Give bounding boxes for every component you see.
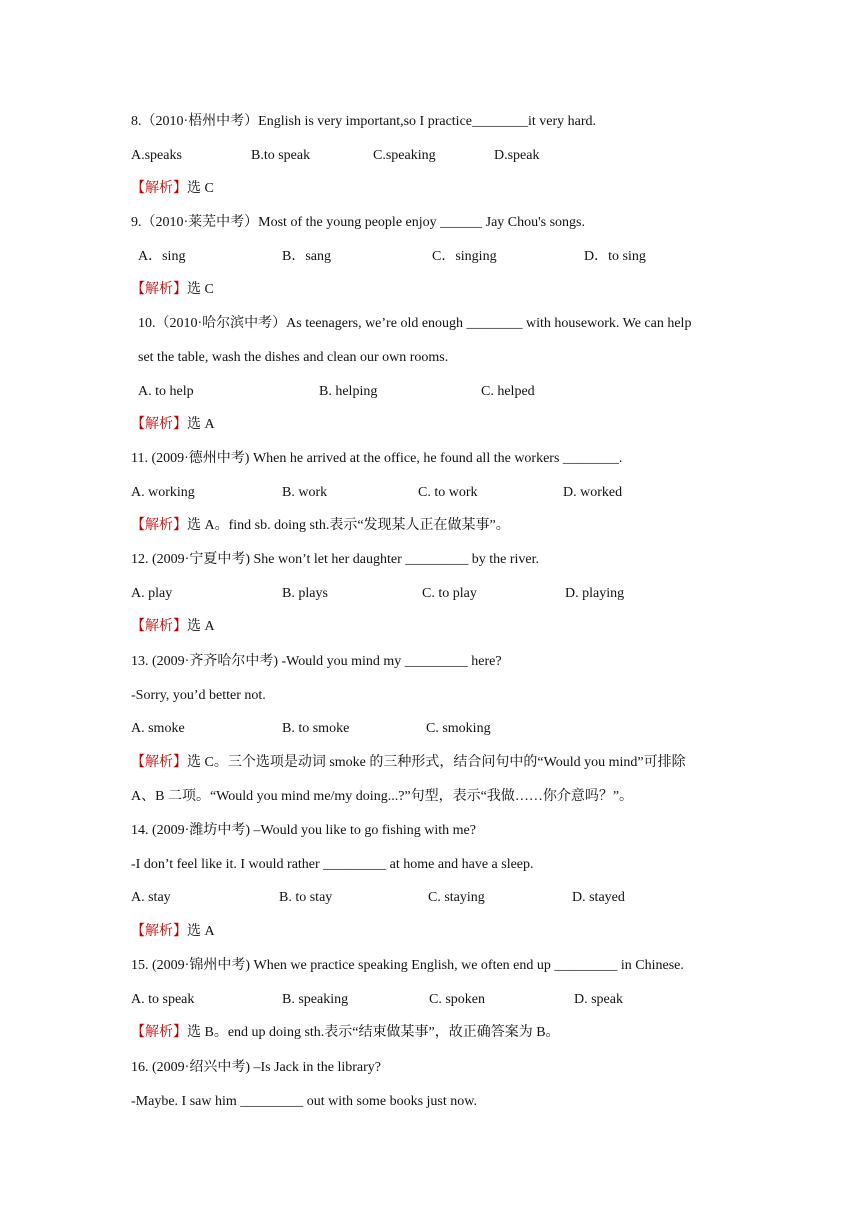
q12-analysis xyxy=(131,618,215,636)
q12-option-d: D. playing xyxy=(565,586,625,601)
analysis-tag: 【解析】 xyxy=(131,181,187,196)
q11-stem: 11. (2009·德州中考) When he arrived at the office, he found all the workers ________. xyxy=(131,451,623,466)
q13-option-a: A. smoke xyxy=(131,721,185,736)
q11-option-b: B. work xyxy=(282,485,328,500)
q10-option-b: B. helping xyxy=(319,384,378,399)
q15-analysis xyxy=(131,1024,560,1042)
q14-analysis-text: 选 A xyxy=(187,924,215,939)
q13-analysis-line1 xyxy=(131,754,686,772)
q14-option-c: C. staying xyxy=(428,890,485,905)
q8-analysis xyxy=(131,180,214,198)
q11-option-c: C. to work xyxy=(418,485,478,500)
analysis-tag: 【解析】 xyxy=(131,619,187,634)
q14-analysis xyxy=(131,923,215,941)
analysis-tag: 【解析】 xyxy=(131,282,187,297)
q8-stem: 8.（2010·梧州中考）English is very important,so I practice________it very hard. xyxy=(131,114,597,129)
q14-stem-line2: -I don’t feel like it. I would rather _________ at home and have a sleep. xyxy=(131,857,534,872)
q16-stem-line2: -Maybe. I saw him _________ out with some books just now. xyxy=(131,1094,477,1109)
q11-analysis-text: 选 A。find sb. doing sth.表示“发现某人正在做某事”。 xyxy=(187,518,510,533)
q10-analysis-text: 选 A xyxy=(187,417,215,432)
analysis-tag: 【解析】 xyxy=(131,417,187,432)
q12-stem: 12. (2009·宁夏中考) She won’t let her daughter _________ by the river. xyxy=(131,552,540,567)
q8-option-a: A.speaks xyxy=(131,148,182,163)
q10-option-a: A. to help xyxy=(138,384,194,399)
q8-option-d: D.speak xyxy=(494,148,540,163)
q13-option-c: C. smoking xyxy=(426,721,491,736)
q8-option-b: B.to speak xyxy=(251,148,311,163)
q13-analysis-text: 选 C。三个选项是动词 smoke 的三种形式，结合问句中的“Would you mind”可排除 xyxy=(187,755,686,770)
q15-stem: 15. (2009·锦州中考) When we practice speaking English, we often end up _________ in Chinese. xyxy=(131,958,684,973)
q9-stem: 9.（2010·莱芜中考）Most of the young people enjoy ______ Jay Chou's songs. xyxy=(131,215,586,230)
q14-stem-line1: 14. (2009·潍坊中考) –Would you like to go fishing with me? xyxy=(131,823,476,838)
q15-option-d: D. speak xyxy=(574,992,623,1007)
q9-analysis xyxy=(131,281,214,299)
q10-analysis xyxy=(131,416,215,434)
q13-stem-line1: 13. (2009·齐齐哈尔中考) -Would you mind my _________ here? xyxy=(131,654,502,669)
q12-option-a: A. play xyxy=(131,586,173,601)
q8-analysis-text: 选 C xyxy=(187,181,214,196)
q11-option-a: A. working xyxy=(131,485,195,500)
q12-option-b: B. plays xyxy=(282,586,328,601)
q8-option-c: C.speaking xyxy=(373,148,436,163)
q9-analysis-text: 选 C xyxy=(187,282,214,297)
q10-stem-line1: 10.（2010·哈尔滨中考）As teenagers, we’re old enough ________ with housework. We can help xyxy=(138,316,692,331)
q16-stem-line1: 16. (2009·绍兴中考) –Is Jack in the library? xyxy=(131,1060,381,1075)
analysis-tag: 【解析】 xyxy=(131,1025,187,1040)
q9-option-d: D．to sing xyxy=(584,249,646,264)
q9-option-c: C．singing xyxy=(432,249,497,264)
q11-analysis xyxy=(131,517,510,535)
q9-option-a: A．sing xyxy=(138,249,186,264)
q15-option-b: B. speaking xyxy=(282,992,349,1007)
q13-analysis-line2: A、B 二项。“Would you mind me/my doing...?”句型，表示“我做……你介意吗？”。 xyxy=(131,789,634,804)
q11-option-d: D. worked xyxy=(563,485,623,500)
q9-option-b: B．sang xyxy=(282,249,331,264)
q10-option-c: C. helped xyxy=(481,384,535,399)
q14-option-b: B. to stay xyxy=(279,890,333,905)
q14-option-a: A. stay xyxy=(131,890,171,905)
q10-stem-line2: set the table, wash the dishes and clean our own rooms. xyxy=(138,350,449,365)
q15-analysis-text: 选 B。end up doing sth.表示“结束做某事”，故正确答案为 B。 xyxy=(187,1025,560,1040)
q12-analysis-text: 选 A xyxy=(187,619,215,634)
analysis-tag: 【解析】 xyxy=(131,755,187,770)
q14-option-d: D. stayed xyxy=(572,890,625,905)
q13-option-b: B. to smoke xyxy=(282,721,350,736)
q15-option-a: A. to speak xyxy=(131,992,195,1007)
analysis-tag: 【解析】 xyxy=(131,924,187,939)
q12-option-c: C. to play xyxy=(422,586,477,601)
q13-stem-line2: -Sorry, you’d better not. xyxy=(131,688,266,703)
q15-option-c: C. spoken xyxy=(429,992,485,1007)
analysis-tag: 【解析】 xyxy=(131,518,187,533)
